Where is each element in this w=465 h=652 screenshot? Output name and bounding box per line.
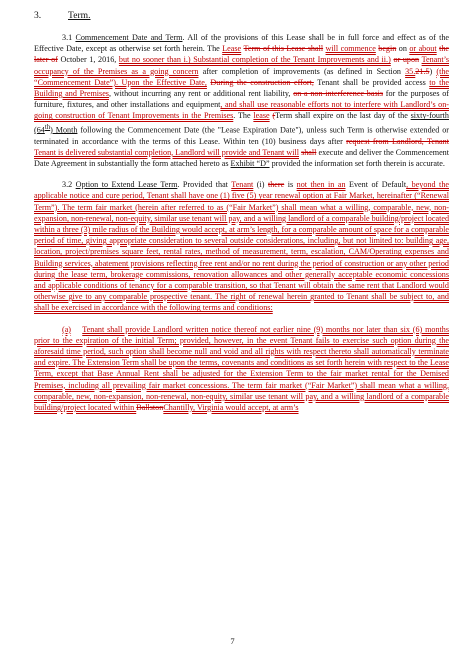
inserted-text: lease	[253, 111, 270, 121]
subparagraph-a	[34, 324, 449, 414]
deleted-text: there	[267, 180, 285, 190]
inserted-text: or about	[409, 44, 437, 54]
page-number: 7	[230, 636, 235, 646]
text-run: . All of the provisions of this Lease shall be in full force and effect as of the Effective Date, except as otherwise set forth herein. The	[34, 33, 449, 54]
text-run: Event of Default	[345, 180, 407, 190]
text-run: following the Commencement Date (the "Lease Expiration Date"), unless such Term is otherwise extended or terminated in accordance with the terms of this Lease. Within ten (10) business days after	[34, 125, 450, 146]
deleted-text: Ballston	[136, 403, 164, 413]
text-run: Term shall expire on the last day of the	[275, 111, 411, 121]
ordinal-suffix: th	[44, 123, 51, 131]
inserted-text: , beyond the applicable notice and cure period, Tenant shall have one (1) five (5) year renewal option at Fair Market, hereinafter (“Renewal Term”). The term fair market (herein after referred to as (“Fair Market”) shall mean what a willing, comparable, new, non-expansion, non-renewal, non-equity, similar use tenant will pay, and a willing landlord of a comparable building/project located within a three (3) mile radius of the Building would accept, at arm’s length, for a comparable amount of space for a comparable period of time, giving appropriate consideration to several outside considerations, including, but not limited to: building age, location, project/premises square feet, rental rates, method of measurement, term, escalation, CAM/Operating expenses and Building services, abatement provisions reflecting free rent and/or no rent during the period of construction or any other period during the lease term, brokerage commissions, renovation allowances and other generally acceptable economic concessions and applicable conditions of tenancy for a comparable transition, so that Tenant will obtain the same rent that Landlord would otherwise give to any comparable prospective tenant. The right of renewal herein granted to Tenant shall be subject to, and shall be exercised in accordance with the following terms and conditions:	[34, 180, 450, 313]
clause-title: Commencement Date and Term	[75, 33, 183, 42]
text-run: Tenant shall be provided access	[313, 77, 430, 87]
deleted-text: the later of	[34, 44, 450, 65]
text-run: is	[284, 180, 297, 190]
paragraph-3-1	[34, 32, 449, 169]
deleted-text: or upon	[393, 55, 420, 65]
deleted-text: shall	[301, 147, 317, 157]
text-run: October 1, 2016,	[57, 55, 119, 65]
deleted-text: on a non-interference basis	[293, 89, 384, 99]
text-run: provided the information set forth therein is accurate.	[269, 158, 445, 168]
deleted-text: 21.5	[415, 66, 430, 76]
section-heading	[34, 10, 449, 22]
inserted-text: to the Building and Premises	[34, 77, 449, 99]
text-run: . The	[233, 111, 254, 121]
inserted-text: (the “Commencement Date”). Upon the Effective Date,	[34, 66, 449, 87]
text-run	[71, 325, 82, 334]
inserted-text: but no sooner than i.) Substantial completion of the Tenant Improvements and ii.)	[118, 55, 391, 65]
text-run: )	[429, 66, 437, 76]
inserted-text: Tenant shall provide Landlord written notice thereof not earlier nine (9) months nor later than six (6) months prior to the expiration of the initial Term; provided, however, in the event Tenant fails to exercise such option during the aforesaid time period, such option shall become null and void and all rights with respect thereto shall automatically terminate and expire. The Extension Term shall be upon the terms, covenants and conditions as set forth herein with respect to the Lease Term, except that Base Annual Rent shall be adjusted for the Extension Term to the fair market rental for the Demised Premises, including all prevailing fair market concessions. The term fair market (“Fair Market”) shall mean what a willing, comparable, new, non-expansion, non-renewal, non-equity, similar use tenant will pay, and a willing landlord of a comparable building/project located within	[34, 324, 449, 413]
section-title: Term.	[68, 10, 91, 21]
inserted-text: 35.	[405, 66, 416, 76]
inserted-text: will commence	[325, 44, 376, 54]
inserted-text: Tenant	[231, 180, 254, 190]
clause-title: Option to Extend Lease Term	[75, 180, 178, 190]
deleted-text: begin	[378, 44, 397, 54]
paragraph-3-2	[34, 179, 449, 313]
text-run: (i)	[253, 180, 268, 190]
clause-number: 3.2	[62, 180, 76, 190]
text-run: , without incurring any rent or additional rent liability,	[108, 89, 294, 99]
text-run: for the purposes of furniture, fixtures, and other installations and equipment	[34, 89, 449, 110]
inserted-text: Tenant’s occupancy of the Premises as a going concern	[34, 55, 450, 76]
underlined-text: ) Month	[50, 125, 78, 135]
underlined-text: sixty-fourth (64	[34, 111, 449, 135]
inserted-text: Lease	[222, 44, 242, 54]
text-run: . Provided that	[177, 180, 232, 190]
deleted-text: request from Landlord, Tenant	[346, 136, 449, 146]
text-run: on	[396, 44, 410, 54]
exhibit-reference: Exhibit “D”	[230, 158, 270, 168]
deleted-text: During the construction effort,	[210, 77, 314, 87]
text-run: after completion of improvements (as defined in Section	[198, 66, 406, 76]
inserted-text: Tenant is delivered substantial completion, Landlord will provide and Tenant will	[34, 147, 300, 157]
section-number: 3.	[34, 10, 42, 21]
inserted-text: , and shall use reasonable efforts not to interfere with Landlord’s on-going construction of Tenant Improvements in the Premises	[34, 100, 449, 121]
subparagraph-label: (a)	[62, 324, 72, 334]
deleted-text: Term of this Lease shall	[243, 44, 324, 54]
clause-number: 3.1	[62, 33, 76, 42]
text-run: execute and deliver the Commencement Date Agreement in substantially the form attached hereto as	[34, 147, 449, 168]
deleted-text: (	[272, 111, 276, 121]
inserted-text: not then in an	[296, 180, 346, 190]
inserted-text: Chantilly, Virginia would accept, at arm’s	[163, 403, 299, 413]
